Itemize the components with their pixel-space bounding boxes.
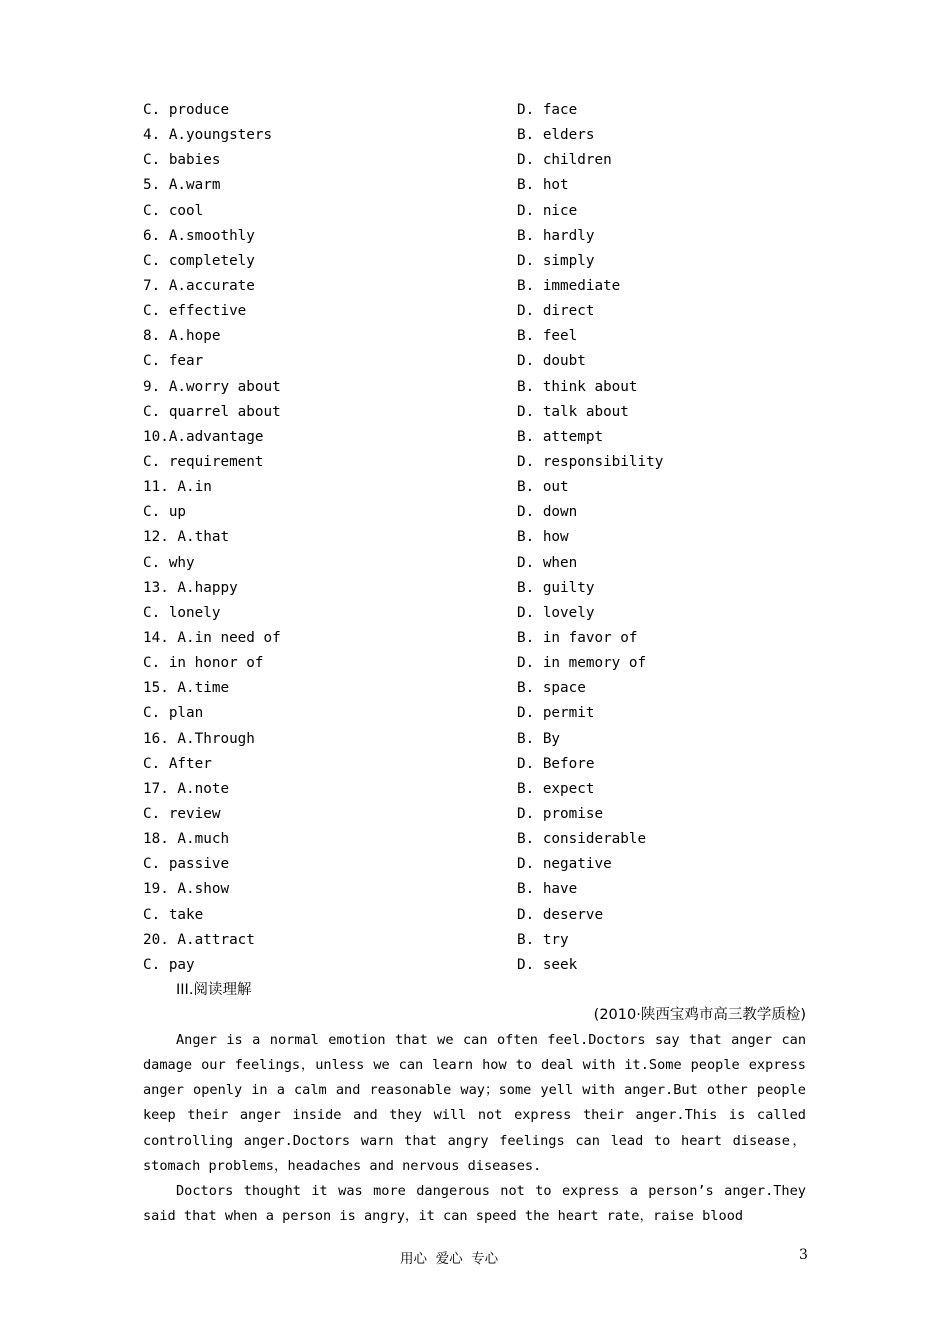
option-left: 11. A.in (143, 479, 212, 496)
option-row (143, 551, 843, 576)
option-right: D. responsibility (517, 453, 664, 470)
option-left: C. requirement (143, 453, 264, 470)
option-left: C. passive (143, 856, 230, 873)
option-row (143, 349, 843, 374)
option-left: C. up (143, 504, 187, 521)
option-right: B. how (517, 529, 569, 546)
option-left: 9. A.worry about (143, 378, 281, 395)
option-right: D. deserve (517, 906, 604, 923)
option-row (143, 98, 843, 123)
option-left: 6. A.smoothly (143, 227, 255, 244)
option-left: C. cool (143, 202, 204, 219)
option-right: D. negative (517, 856, 612, 873)
option-row (143, 400, 843, 425)
option-left: C. review (143, 805, 221, 822)
option-left: 4. A.youngsters (143, 127, 273, 144)
option-right: B. feel (517, 328, 578, 345)
option-row (143, 199, 843, 224)
option-left: C. effective (143, 303, 247, 320)
option-row (143, 852, 843, 877)
option-row (143, 626, 843, 651)
option-left: C. lonely (143, 604, 221, 621)
option-left: 15. A.time (143, 680, 230, 697)
option-row (143, 676, 843, 701)
option-right: B. attempt (517, 428, 604, 445)
option-right: B. immediate (517, 277, 621, 294)
option-row (143, 123, 843, 148)
option-left: 17. A.note (143, 780, 230, 797)
option-right: D. permit (517, 705, 595, 722)
option-row (143, 500, 843, 525)
option-right: B. space (517, 680, 586, 697)
option-row (143, 224, 843, 249)
option-row (143, 827, 843, 852)
option-left: C. plan (143, 705, 204, 722)
option-right: D. down (517, 504, 578, 521)
option-left: C. why (143, 554, 195, 571)
option-right: B. have (517, 881, 578, 898)
option-row (143, 928, 843, 953)
option-right: D. Before (517, 755, 595, 772)
option-row (143, 525, 843, 550)
option-left: 14. A.in need of (143, 629, 281, 646)
option-right: B. expect (517, 780, 595, 797)
option-left: 19. A.show (143, 881, 230, 898)
option-right: D. lovely (517, 604, 595, 621)
page-number: 3 (799, 1247, 808, 1263)
option-right: D. face (517, 102, 578, 118)
option-left: C. After (143, 755, 212, 772)
option-row (143, 450, 843, 475)
option-row (143, 651, 843, 676)
option-right: D. children (517, 152, 612, 169)
option-right: B. elders (517, 127, 595, 144)
option-row (143, 299, 843, 324)
option-right: D. nice (517, 202, 578, 219)
option-row (143, 249, 843, 274)
option-row (143, 148, 843, 173)
option-row (143, 777, 843, 802)
option-row (143, 877, 843, 902)
option-right: B. out (517, 479, 569, 496)
footer-motto: 用心 爱心 专心 (400, 1251, 499, 1267)
option-row (143, 802, 843, 827)
option-left: 12. A.that (143, 529, 230, 546)
option-left: C. in honor of (143, 655, 264, 672)
option-right: B. think about (517, 378, 638, 395)
passage-paragraph: Doctors thought it was more dangerous not to express a person’s anger.They said that when a person is angry，it can speed the heart rate，raise blood (143, 1182, 806, 1225)
option-row (143, 475, 843, 500)
section-heading: III.阅读理解 (176, 982, 252, 998)
option-right: B. in favor of (517, 629, 638, 646)
option-left: C. produce (143, 102, 230, 118)
reading-passage (143, 1028, 806, 1229)
option-left: 16. A.Through (143, 730, 255, 747)
option-right: B. try (517, 931, 569, 948)
option-left: 10.A.advantage (143, 428, 264, 445)
option-left: 18. A.much (143, 831, 230, 848)
option-right: D. promise (517, 805, 604, 822)
option-right: B. hardly (517, 227, 595, 244)
option-left: C. fear (143, 353, 204, 370)
option-row (143, 425, 843, 450)
option-row (143, 274, 843, 299)
option-left: 8. A.hope (143, 328, 221, 345)
option-row (143, 727, 843, 752)
passage-paragraph: Anger is a normal emotion that we can often feel.Doctors say that anger can damage our feelings，unless we can learn how to deal with it.Some people express anger openly in a calm and reasonable way；some yell with anger.But other people keep their anger inside and they will not express their anger.This is called controlling anger.Doctors warn that angry feelings can lead to heart disease，stomach problems，headaches and nervous diseases. (143, 1032, 806, 1174)
option-left: 13. A.happy (143, 579, 238, 596)
option-right: D. talk about (517, 403, 629, 420)
option-right: D. direct (517, 303, 595, 320)
option-left: C. pay (143, 956, 195, 973)
option-row (143, 375, 843, 400)
option-right: B. hot (517, 177, 569, 194)
answer-options-list (143, 98, 843, 978)
option-right: B. By (517, 730, 561, 747)
option-row (143, 576, 843, 601)
option-row (143, 701, 843, 726)
option-row (143, 324, 843, 349)
option-right: D. when (517, 554, 578, 571)
option-row (143, 752, 843, 777)
option-right: D. simply (517, 252, 595, 269)
option-right: D. in memory of (517, 655, 647, 672)
option-left: 20. A.attract (143, 931, 255, 948)
option-left: C. take (143, 906, 204, 923)
option-row (143, 173, 843, 198)
option-row (143, 903, 843, 928)
option-left: 7. A.accurate (143, 277, 255, 294)
option-left: 5. A.warm (143, 177, 221, 194)
option-row (143, 601, 843, 626)
option-right: D. seek (517, 956, 578, 973)
option-left: C. completely (143, 252, 255, 269)
option-left: C. babies (143, 152, 221, 169)
option-row (143, 953, 843, 978)
passage-source: (2010·陕西宝鸡市高三教学质检) (593, 1007, 806, 1023)
option-right: B. considerable (517, 831, 647, 848)
option-right: D. doubt (517, 353, 586, 370)
option-right: B. guilty (517, 579, 595, 596)
option-left: C. quarrel about (143, 403, 281, 420)
